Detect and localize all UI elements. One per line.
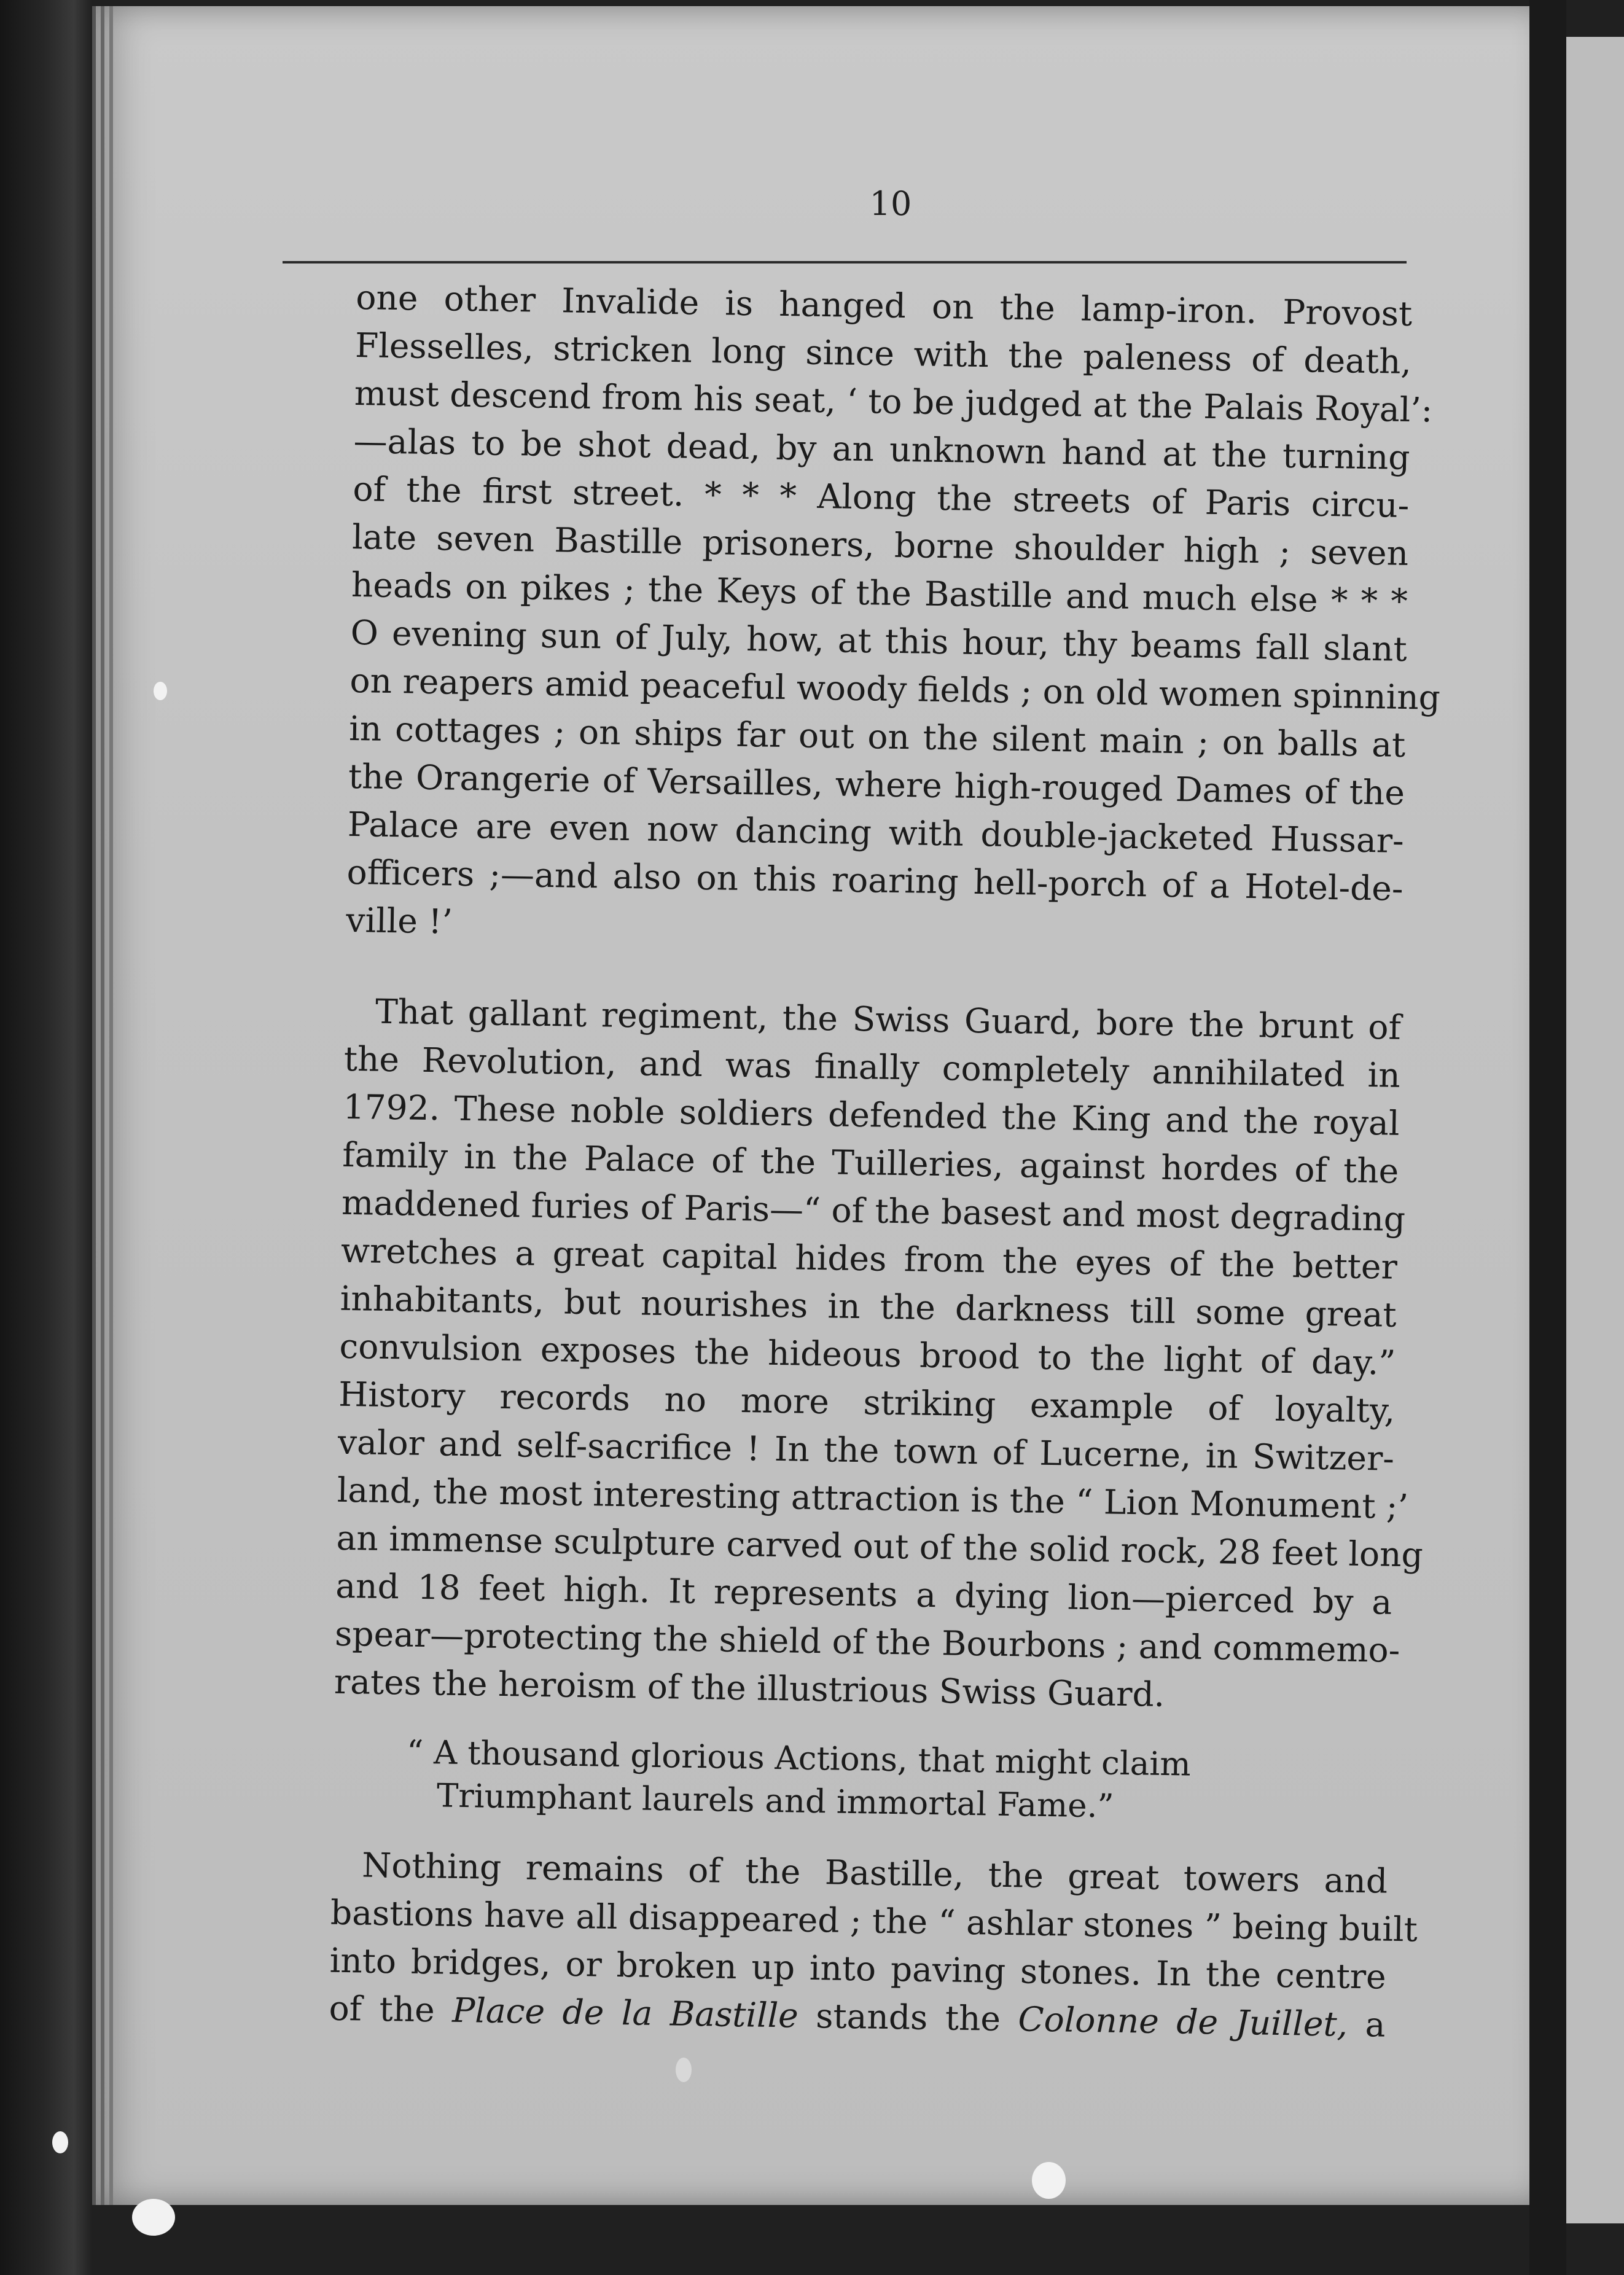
paragraph bbox=[345, 273, 1441, 961]
text-run: of the bbox=[329, 1988, 435, 2030]
text-line: late seven Bastille prisoners, borne shoulder high ; seven bbox=[351, 517, 1409, 573]
text-line: family in the Palace of the Tuilleries, against hordes of the bbox=[342, 1134, 1399, 1191]
text-line: land, the most interesting attraction is the “ Lion Monument ;’ bbox=[337, 1470, 1409, 1527]
text-line: on reapers amid peaceful woody fields ; on old women spinning bbox=[349, 660, 1441, 717]
text-line: Flesselles, stricken long since with the paleness of death, bbox=[354, 325, 1412, 381]
text-line: into bridges, or broken up into paving stones. In the centre bbox=[329, 1940, 1387, 1997]
text-line: officers ;—and also on this roaring hell-porch of a Hotel-de- bbox=[346, 852, 1403, 908]
text-line: Nothing remains of the Bastille, the great towers and bbox=[361, 1845, 1388, 1901]
page-edge bbox=[109, 6, 113, 2205]
text-line: inhabitants, but nourishes in the darkness till some great bbox=[340, 1278, 1397, 1335]
text-line: 1792. These noble soldiers defended the King and the royal bbox=[343, 1087, 1400, 1143]
text-line: That gallant regiment, the Swiss Guard, bore the brunt of bbox=[375, 991, 1402, 1047]
page-number: 10 bbox=[869, 184, 912, 223]
text-line: the Orangerie of Versailles, where high-rouged Dames of the bbox=[348, 756, 1405, 813]
text-line: History records no more striking example of loyalty, bbox=[338, 1374, 1396, 1430]
text-run: a bbox=[1365, 2005, 1386, 2045]
scan-speck bbox=[154, 682, 167, 700]
text-line: must descend from his seat, ‘ to be judged at the Palais Royal’: bbox=[354, 373, 1433, 430]
text-run: stands the bbox=[815, 1996, 1001, 2039]
text-line: rates the heroism of the illustrious Swiss Guard. bbox=[334, 1661, 1165, 1714]
quote-line: Triumphant laurels and immortal Fame.” bbox=[436, 1777, 1115, 1825]
text-line: in cottages ; on ships far out on the silent main ; on balls at bbox=[348, 708, 1406, 765]
text-line: of the first street. * * * Along the streets of Paris circu- bbox=[352, 469, 1410, 525]
quote-line: “ A thousand glorious Actions, that might claim bbox=[406, 1733, 1192, 1784]
book-gutter bbox=[1529, 0, 1566, 2275]
text-line: heads on pikes ; the Keys of the Bastille and much else * * * bbox=[351, 564, 1408, 621]
text-line: an immense sculpture carved out of the solid rock, 28 feet long bbox=[336, 1518, 1424, 1575]
scan-speck bbox=[1032, 2162, 1066, 2199]
text-line: convulsion exposes the hideous brood to the light of day.” bbox=[339, 1326, 1396, 1383]
italic-place-name: Place de la Bastille bbox=[451, 1990, 799, 2035]
header-rule bbox=[283, 261, 1407, 263]
paragraph bbox=[329, 1841, 1418, 2049]
text-line: O evening sun of July, how, at this hour, thy beams fall slant bbox=[350, 612, 1408, 669]
text-line: bastions have all disappeared ; the “ ashlar stones ” being built bbox=[330, 1892, 1418, 1949]
italic-monument-name: Colonne de Juillet, bbox=[1018, 1999, 1348, 2044]
scan-speck bbox=[52, 2131, 68, 2153]
page-edge bbox=[92, 6, 96, 2205]
page-edge bbox=[101, 6, 104, 2205]
verse-quotation bbox=[332, 1730, 1390, 1833]
text-line: ville !’ bbox=[345, 900, 453, 942]
body-text bbox=[329, 273, 1441, 2049]
text-line: valor and self-sacrifice ! In the town of Lucerne, in Switzer- bbox=[337, 1422, 1395, 1478]
text-line: one other Invalide is hanged on the lamp-iron. Provost bbox=[355, 277, 1413, 334]
text-line: Palace are even now dancing with double-jacketed Hussar- bbox=[347, 804, 1405, 860]
text-line: and 18 feet high. It represents a dying lion—pierced by a bbox=[335, 1566, 1392, 1622]
text-line: —alas to be shot dead, by an unknown hand at the turning bbox=[353, 421, 1411, 477]
scan-speck bbox=[132, 2199, 175, 2236]
paragraph bbox=[334, 987, 1424, 1722]
text-line: maddened furies of Paris—“ of the basest and most degrading bbox=[341, 1182, 1406, 1239]
text-line: spear—protecting the shield of the Bourbons ; and commemo- bbox=[334, 1614, 1400, 1670]
adjacent-page-edge bbox=[1566, 37, 1624, 2223]
scan-speck bbox=[676, 2058, 692, 2082]
text-line: the Revolution, and was finally completely annihilated in bbox=[343, 1039, 1401, 1095]
text-line: wretches a great capital hides from the eyes of the better bbox=[340, 1230, 1398, 1287]
